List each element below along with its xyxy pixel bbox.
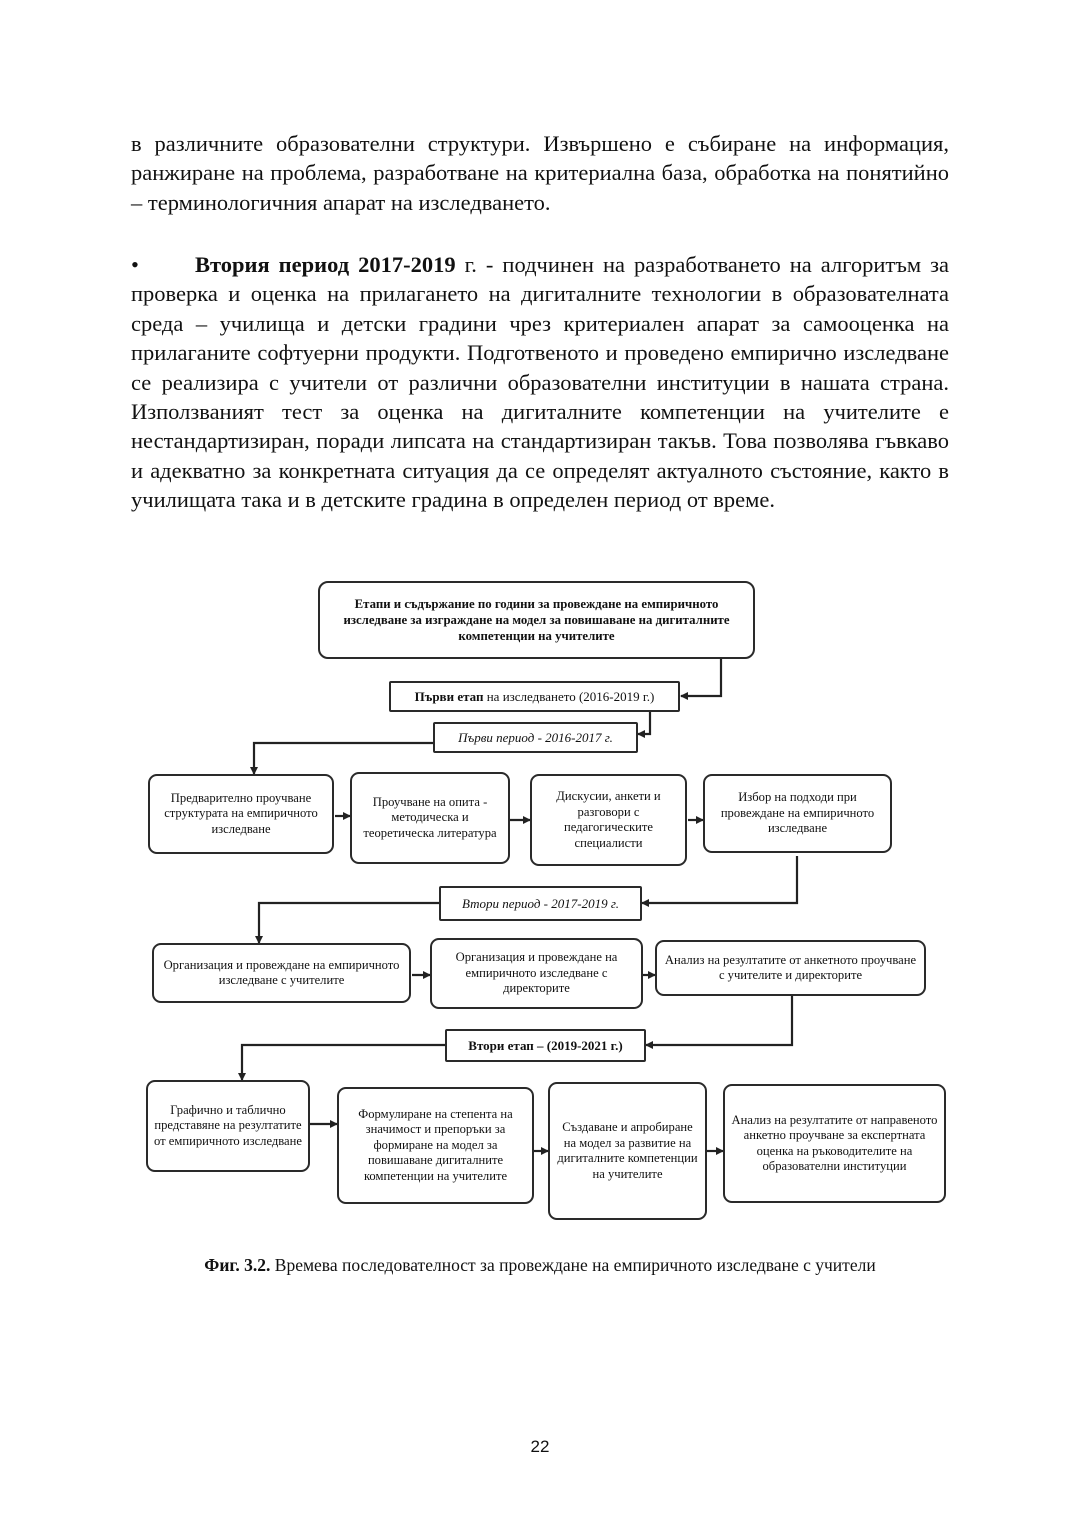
paragraph-continuation: в различните образователни структури. Извършено е събиране на информация, ранжиране на проблема, разработване на критериална база, обработка на понятийно – терминологичния апарат на изследването. xyxy=(131,131,949,215)
row2-box-3: Анализ на резултатите от анкетното проучване с учителите и директорите xyxy=(655,940,926,996)
period1-box: Първи период - 2016-2017 г. xyxy=(433,722,638,753)
flowchart-figure xyxy=(128,568,958,1230)
connector-row2-stage2 xyxy=(646,996,792,1045)
period2-box: Втори период - 2017-2019 г. xyxy=(439,886,642,921)
connector-stage1-period1 xyxy=(638,712,650,734)
page-number: 22 xyxy=(530,1437,550,1456)
row3-box-2: Формулиране на степента на значимост и препоръки за формиране на модел за повишаване дигиталните компетенции на учителите xyxy=(337,1087,534,1204)
row3-box-3: Създаване и апробиране на модел за развитие на дигиталните компетенции на учителите xyxy=(548,1082,707,1220)
connector-stage2-row3 xyxy=(242,1045,445,1080)
caption-text: Времева последователност за провеждане на емпиричното изследване с учители xyxy=(270,1255,876,1275)
stage2-box xyxy=(445,1029,646,1062)
row1-box-4: Избор на подходи при провеждане на емпиричното изследване xyxy=(703,774,892,853)
row2-box-2: Организация и провеждане на емпиричното изследване с директорите xyxy=(430,938,643,1009)
row3-box-1: Графично и таблично представяне на резултатите от емпиричното изследване xyxy=(146,1080,310,1172)
bullet: • xyxy=(131,252,139,277)
stage1-box xyxy=(389,681,680,712)
diagram-title-box: Етапи и съдържание по години за провеждане на емпиричното изследване за изграждане на модел за повишаване на дигиталните компетенции на учителите xyxy=(318,581,755,659)
row1-box-3: Дискусии, анкети и разговори с педагогическите специалисти xyxy=(530,774,687,866)
row1-box-2: Проучване на опита - методическа и теоретическа литература xyxy=(350,772,510,864)
stage1-bold: Първи етап xyxy=(414,688,484,704)
paragraph-second-period xyxy=(131,250,949,515)
connector-period2-row2 xyxy=(259,903,439,943)
figure-caption xyxy=(131,1254,949,1277)
stage1-rest: на изследването (2016-2019 г.) xyxy=(483,688,655,704)
connector-title-stage1 xyxy=(681,658,721,696)
row3-box-4: Анализ на резултатите от направеното анкетно проучване за експертната оценка на ръководителите на образователни институции xyxy=(723,1084,946,1203)
stage2-label: Втори етап – (2019-2021 г.) xyxy=(468,1037,623,1053)
row1-box-1: Предварително проучване структурата на емпиричното изследване xyxy=(148,774,334,854)
row2-box-1: Организация и провеждане на емпиричното изследване с учителите xyxy=(152,943,411,1003)
paragraph-body: г. - подчинен на разработването на алгоритъм за проверка и оценка на прилагането на дигиталните технологии в образователната среда – училища и детски градини чрез критериален апарат за самооценка на прилаганите софтуерни продукти. Подготвеното и проведено емпирично изследване се реализира с учители от различни образователни институции в нашата страна. Използваният тест за оценка на дигиталните компетенции на учителите е нестандартизиран, поради липсата на стандартизиран такъв. Това позволява гъвкаво и адекватно за конкретната ситуация да се определят актуалното състояние, както в училищата така и в детските градина в определен период от време. xyxy=(131,252,949,513)
connector-period1-row1 xyxy=(254,743,433,774)
caption-label: Фиг. 3.2. xyxy=(204,1255,271,1275)
paragraph-bold-lead: Втория период 2017-2019 xyxy=(195,252,456,277)
